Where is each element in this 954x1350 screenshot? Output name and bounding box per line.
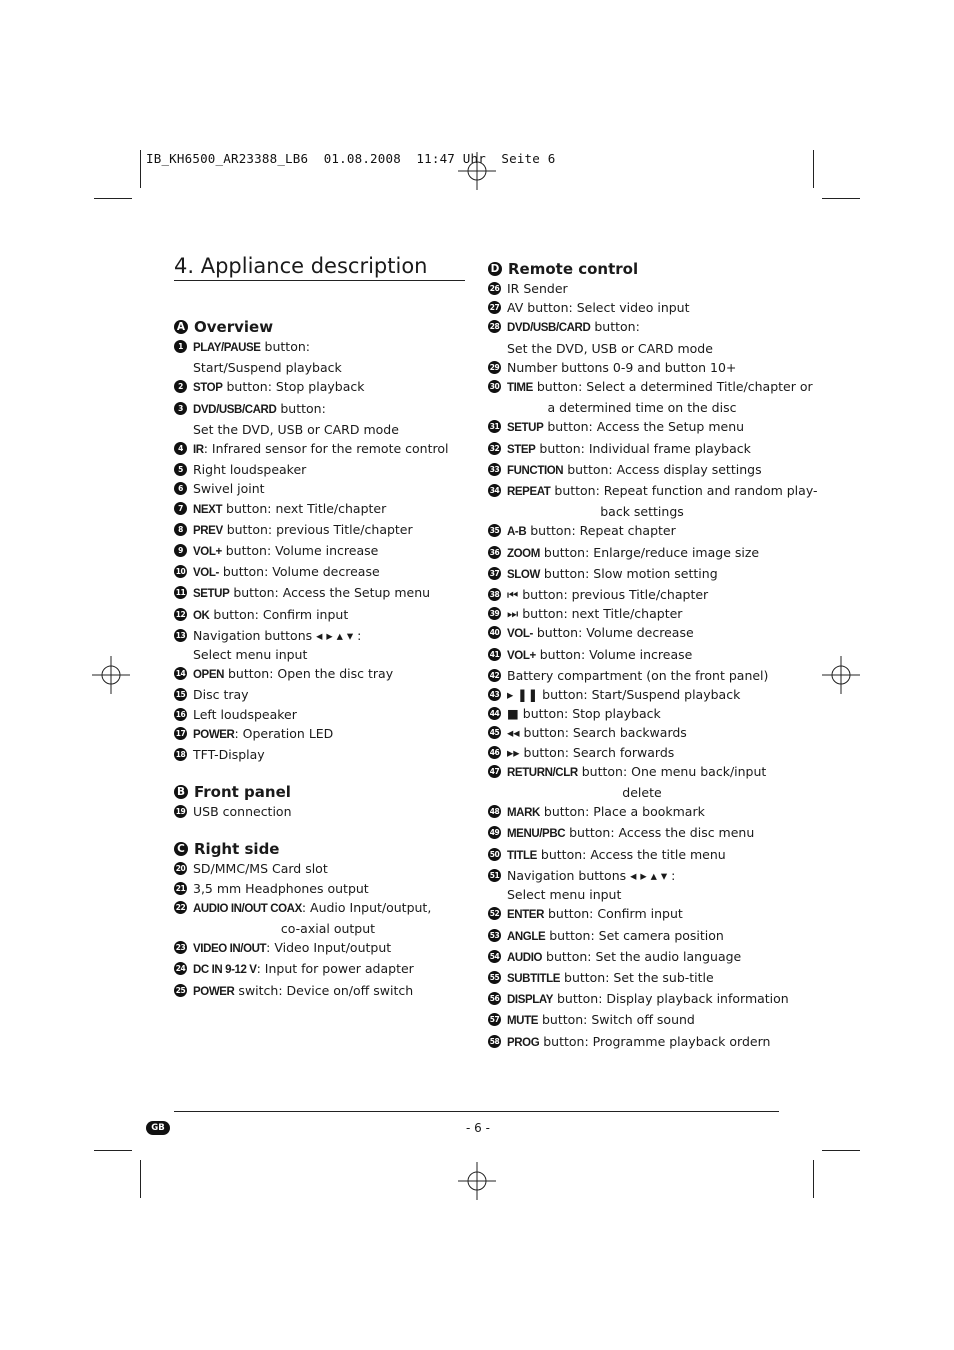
item-description: TFT-Display xyxy=(193,747,265,763)
item-number-badge: 58 xyxy=(489,1036,500,1046)
item-description: Swivel joint xyxy=(193,481,265,497)
list-item xyxy=(488,460,788,481)
button-key-label: DVD/USB/CARD xyxy=(507,322,591,335)
item-description: IR Sender xyxy=(507,281,568,296)
button-key-label: MENU/PBC xyxy=(507,828,566,841)
item-description: button: xyxy=(590,319,640,335)
button-key-label: TIME xyxy=(507,382,533,395)
item-description: button: Set camera position xyxy=(545,927,724,943)
item-number-badge: 28 xyxy=(489,322,500,332)
item-description: button: Volume increase xyxy=(221,543,379,559)
list-item xyxy=(488,585,788,604)
list-item xyxy=(488,377,813,417)
list-item xyxy=(488,926,788,947)
section-letter: B xyxy=(174,785,188,799)
list-item xyxy=(488,279,788,298)
item-description: button: xyxy=(260,339,310,354)
item-number-badge: 25 xyxy=(175,985,186,995)
item-description: button: Confirm input xyxy=(209,606,349,622)
item-description: Disc tray xyxy=(193,687,249,703)
crop-mark xyxy=(813,1160,814,1198)
overview-list xyxy=(174,337,464,764)
section-title: Right side xyxy=(194,840,280,859)
button-key-label: TITLE xyxy=(507,849,537,862)
item-number-badge: 5 xyxy=(174,463,187,476)
list-item xyxy=(174,898,464,938)
list-item xyxy=(488,564,788,585)
button-key-label: ENTER xyxy=(507,909,544,922)
crop-mark xyxy=(140,1160,141,1198)
list-item xyxy=(174,499,464,520)
list-item xyxy=(174,562,464,583)
item-number-badge: 53 xyxy=(489,930,500,940)
item-description: button: next Title/chapter xyxy=(222,500,387,516)
item-description: button: Volume decrease xyxy=(218,564,380,580)
item-continuation: Start/Suspend playback xyxy=(193,360,342,376)
item-description: ⏮ button: previous Title/chapter xyxy=(507,587,709,603)
button-key-label: VOL+ xyxy=(193,546,222,559)
list-item xyxy=(488,645,788,666)
button-key-label: SLOW xyxy=(507,568,540,581)
button-key-label: DC IN 9-12 V xyxy=(193,964,257,977)
item-description: AV button: Select video input xyxy=(507,300,690,316)
item-continuation: co-axial output xyxy=(280,921,376,937)
item-description: button: Repeat chapter xyxy=(526,523,676,539)
button-key-label: DVD/USB/CARD xyxy=(193,403,277,416)
item-number-badge: 35 xyxy=(489,526,500,536)
item-number-badge: 2 xyxy=(174,380,187,393)
item-number-badge: 18 xyxy=(175,750,186,760)
item-number-badge: 8 xyxy=(174,523,187,536)
item-description: button: Switch off sound xyxy=(537,1012,695,1028)
item-number-badge: 48 xyxy=(489,807,500,817)
language-badge: GB xyxy=(146,1121,170,1135)
button-key-label: POWER xyxy=(193,985,235,998)
item-description: Navigation buttons ◂ ▸ ▴ ▾ : xyxy=(193,627,362,643)
left-column xyxy=(174,317,464,1002)
item-description: button: Access the Setup menu xyxy=(229,585,431,601)
item-description: SD/MMC/MS Card slot xyxy=(193,861,328,877)
section-title: Overview xyxy=(194,318,274,336)
item-number-badge: 30 xyxy=(489,382,500,392)
list-item xyxy=(488,823,788,844)
list-item xyxy=(174,745,464,764)
item-number-badge: 45 xyxy=(489,728,500,738)
button-key-label: SETUP xyxy=(507,422,544,435)
list-item xyxy=(174,705,464,724)
button-key-label: PREV xyxy=(193,524,223,537)
item-description: 3,5 mm Headphones output xyxy=(193,880,369,896)
item-description: button: Access the disc menu xyxy=(565,825,755,841)
item-description: button: Set the audio language xyxy=(542,948,742,964)
list-item xyxy=(174,583,464,604)
item-description: button: previous Title/chapter xyxy=(222,521,413,537)
item-number-badge: 20 xyxy=(175,864,186,874)
button-key-label: PLAY/PAUSE xyxy=(193,342,261,354)
item-number-badge: 49 xyxy=(489,828,500,838)
item-description: button: Set the sub-title xyxy=(560,969,714,985)
item-description: button: Individual frame playback xyxy=(535,440,751,456)
item-continuation: Set the DVD, USB or CARD mode xyxy=(507,340,713,356)
list-item xyxy=(488,666,788,685)
item-number-badge: 39 xyxy=(489,609,500,619)
button-key-label: STOP xyxy=(193,382,223,395)
item-number-badge: 33 xyxy=(489,464,500,474)
item-number-badge: 47 xyxy=(489,766,500,776)
list-item xyxy=(174,439,464,460)
footer-rule xyxy=(174,1111,779,1112)
list-item xyxy=(488,866,788,904)
item-number-badge: 40 xyxy=(489,628,500,638)
item-number-badge: 13 xyxy=(175,630,186,640)
list-item xyxy=(488,845,788,866)
list-item xyxy=(174,377,464,398)
list-item xyxy=(488,604,788,623)
item-number-badge: 21 xyxy=(175,883,186,893)
item-description: Right loudspeaker xyxy=(193,462,307,478)
item-continuation: a determined time on the disc xyxy=(547,400,737,416)
item-description: button: Enlarge/reduce image size xyxy=(539,544,760,560)
item-number-badge: 23 xyxy=(175,943,186,953)
item-description: : Input for power adapter xyxy=(256,961,414,977)
crop-mark xyxy=(822,198,860,199)
item-number-badge: 44 xyxy=(489,709,500,719)
button-key-label: DISPLAY xyxy=(507,994,553,1007)
section-heading-remote-control xyxy=(488,259,788,279)
button-key-label: REPEAT xyxy=(507,486,551,499)
button-key-label: RETURN/CLR xyxy=(507,766,578,779)
item-number-badge: 27 xyxy=(489,303,500,313)
list-item xyxy=(488,1032,788,1053)
item-description: Left loudspeaker xyxy=(193,706,297,722)
list-item xyxy=(174,859,464,878)
list-item xyxy=(488,1010,788,1031)
item-number-badge: 34 xyxy=(489,486,500,496)
item-number-badge: 6 xyxy=(174,482,187,495)
list-item xyxy=(488,704,788,723)
crop-mark xyxy=(140,150,141,188)
list-item xyxy=(174,626,464,664)
item-continuation: Select menu input xyxy=(507,887,622,903)
list-item xyxy=(488,481,818,521)
item-number-badge: 52 xyxy=(489,909,500,919)
list-item xyxy=(174,959,464,980)
button-key-label: VOL- xyxy=(507,628,533,641)
item-number-badge: 55 xyxy=(489,972,500,982)
item-number-badge: 37 xyxy=(489,568,500,578)
item-description: button: Confirm input xyxy=(543,906,683,922)
item-number-badge: 17 xyxy=(175,728,186,738)
item-number-badge: 9 xyxy=(174,544,187,557)
list-item xyxy=(488,947,788,968)
item-continuation: back settings xyxy=(600,504,684,520)
page-number: - 6 - xyxy=(466,1121,490,1135)
list-item xyxy=(488,298,788,317)
item-number-badge: 56 xyxy=(489,994,500,1004)
list-item xyxy=(174,981,464,1002)
crop-mark xyxy=(813,150,814,188)
item-number-badge: 11 xyxy=(175,588,186,598)
list-item xyxy=(174,479,464,498)
item-number-badge: 41 xyxy=(489,649,500,659)
list-item xyxy=(174,879,464,898)
list-item xyxy=(174,460,464,479)
list-item xyxy=(488,521,788,542)
section-title: Remote control xyxy=(508,260,639,278)
item-number-badge: 24 xyxy=(175,964,186,974)
item-description: button: Volume increase xyxy=(535,646,693,662)
button-key-label: STEP xyxy=(507,443,536,456)
list-item xyxy=(488,623,788,644)
item-number-badge: 19 xyxy=(175,807,186,817)
item-number-badge: 42 xyxy=(489,670,500,680)
item-description: ◂◂ button: Search backwards xyxy=(507,725,687,741)
item-number-badge: 26 xyxy=(489,284,500,293)
item-description: button: Programme playback ordern xyxy=(539,1033,771,1049)
item-number-badge: 51 xyxy=(489,870,500,880)
item-description: button: Access the title menu xyxy=(536,846,726,862)
section-heading-right-side xyxy=(174,839,464,859)
list-item xyxy=(488,802,788,823)
item-number-badge: 46 xyxy=(489,747,500,757)
list-item xyxy=(488,968,788,989)
button-key-label: OK xyxy=(193,609,210,622)
right-column xyxy=(488,259,818,1053)
button-key-label: IR xyxy=(193,444,204,457)
item-description: ▸▸ button: Search forwards xyxy=(507,744,675,760)
item-number-badge: 22 xyxy=(175,902,186,912)
item-description: button: Select a determined Title/chapter or xyxy=(532,379,813,395)
print-slug: IB_KH6500_AR23388_LB6 01.08.2008 11:47 Uhr Seite 6 xyxy=(146,151,556,166)
item-description: : Audio Input/output, xyxy=(301,899,432,915)
item-description: button: Access display settings xyxy=(563,461,762,477)
button-key-label: MUTE xyxy=(507,1015,538,1028)
button-key-label: NEXT xyxy=(193,503,223,516)
item-continuation: Select menu input xyxy=(193,647,308,663)
button-key-label: VIDEO IN/OUT xyxy=(193,943,267,956)
item-number-badge: 54 xyxy=(489,951,500,961)
right-side-list xyxy=(174,859,464,1001)
item-description: USB connection xyxy=(193,804,292,820)
button-key-label: ANGLE xyxy=(507,930,546,943)
list-item xyxy=(174,724,464,745)
registration-mark-icon xyxy=(458,152,496,190)
front-panel-list xyxy=(174,802,464,821)
item-description: : Video Input/output xyxy=(266,940,392,956)
registration-mark-icon xyxy=(92,656,130,694)
list-item xyxy=(174,541,464,562)
item-number-badge: 50 xyxy=(489,849,500,859)
button-key-label: OPEN xyxy=(193,669,224,682)
section-letter: A xyxy=(174,320,188,334)
item-description: : Operation LED xyxy=(234,725,334,741)
list-item xyxy=(174,520,464,541)
item-number-badge: 3 xyxy=(174,402,187,415)
item-description: button: Volume decrease xyxy=(532,625,694,641)
item-number-badge: 36 xyxy=(489,547,500,557)
item-continuation: delete xyxy=(622,785,662,801)
item-description: button: One menu back/input xyxy=(577,763,767,779)
item-description: ▸ ❚❚ button: Start/Suspend playback xyxy=(507,687,741,703)
list-item xyxy=(488,989,788,1010)
item-description: Battery compartment (on the front panel) xyxy=(507,667,769,683)
item-description: ⏭ button: next Title/chapter xyxy=(507,606,683,622)
item-number-badge: 57 xyxy=(489,1015,500,1025)
item-number-badge: 10 xyxy=(175,567,186,577)
page-title: 4. Appliance description xyxy=(174,254,465,281)
section-letter: C xyxy=(174,842,188,856)
button-key-label: MARK xyxy=(507,807,540,820)
item-number-badge: 16 xyxy=(175,709,186,719)
section-heading-overview xyxy=(174,317,464,337)
item-continuation: Set the DVD, USB or CARD mode xyxy=(193,421,399,437)
item-description: : Infrared sensor for the remote control xyxy=(203,441,449,457)
item-number-badge: 31 xyxy=(489,422,500,432)
item-description: Number buttons 0-9 and button 10+ xyxy=(507,359,737,375)
list-item xyxy=(174,685,464,704)
list-item xyxy=(488,743,788,762)
button-key-label: PROG xyxy=(507,1036,540,1049)
list-item xyxy=(174,802,464,821)
list-item xyxy=(488,439,788,460)
item-description: button: Access the Setup menu xyxy=(543,419,745,435)
list-item xyxy=(488,762,788,802)
item-number-badge: 1 xyxy=(174,340,187,353)
item-number-badge: 4 xyxy=(174,442,187,455)
item-number-badge: 15 xyxy=(175,690,186,700)
list-item xyxy=(174,337,464,377)
list-item xyxy=(488,358,788,377)
section-letter: D xyxy=(488,262,502,276)
list-item xyxy=(488,417,788,438)
crop-mark xyxy=(94,1150,132,1151)
button-key-label: AUDIO xyxy=(507,951,543,964)
item-description: button: xyxy=(276,400,326,416)
list-item xyxy=(174,605,464,626)
list-item xyxy=(488,904,788,925)
button-key-label: FUNCTION xyxy=(507,464,564,477)
list-item xyxy=(174,664,464,685)
button-key-label: SUBTITLE xyxy=(507,972,561,985)
button-key-label: VOL- xyxy=(193,567,219,580)
item-description: button: Slow motion setting xyxy=(539,565,718,581)
item-number-badge: 29 xyxy=(489,362,500,372)
list-item xyxy=(174,938,464,959)
section-title: Front panel xyxy=(194,783,291,802)
button-key-label: A-B xyxy=(507,526,527,539)
button-key-label: SETUP xyxy=(193,588,230,601)
item-description: switch: Device on/off switch xyxy=(234,982,414,998)
item-description: button: Open the disc tray xyxy=(224,666,394,682)
item-description: button: Stop playback xyxy=(222,379,365,395)
button-key-label: POWER xyxy=(193,728,235,741)
button-key-label: VOL+ xyxy=(507,649,536,662)
item-description: button: Place a bookmark xyxy=(539,804,705,820)
item-number-badge: 32 xyxy=(489,443,500,453)
list-item xyxy=(488,685,788,704)
item-number-badge: 12 xyxy=(175,609,186,619)
item-description: button: Display playback information xyxy=(553,991,789,1007)
registration-mark-icon xyxy=(458,1162,496,1200)
list-item xyxy=(488,723,788,742)
list-item xyxy=(488,543,788,564)
list-item xyxy=(174,399,464,439)
button-key-label: ZOOM xyxy=(507,547,540,560)
crop-mark xyxy=(822,1150,860,1151)
item-number-badge: 38 xyxy=(489,590,500,600)
item-number-badge: 7 xyxy=(174,502,187,515)
button-key-label: AUDIO IN/OUT COAX xyxy=(193,902,302,915)
item-number-badge: 43 xyxy=(489,690,500,700)
section-heading-front-panel xyxy=(174,782,464,802)
item-number-badge: 14 xyxy=(175,669,186,679)
list-item xyxy=(488,317,788,357)
item-description: ■ button: Stop playback xyxy=(507,706,661,722)
item-description: Navigation buttons ◂ ▸ ▴ ▾ : xyxy=(507,867,676,883)
item-description: button: Repeat function and random play- xyxy=(550,483,818,499)
remote-control-list xyxy=(488,279,818,1053)
crop-mark xyxy=(94,198,132,199)
registration-mark-icon xyxy=(822,656,860,694)
